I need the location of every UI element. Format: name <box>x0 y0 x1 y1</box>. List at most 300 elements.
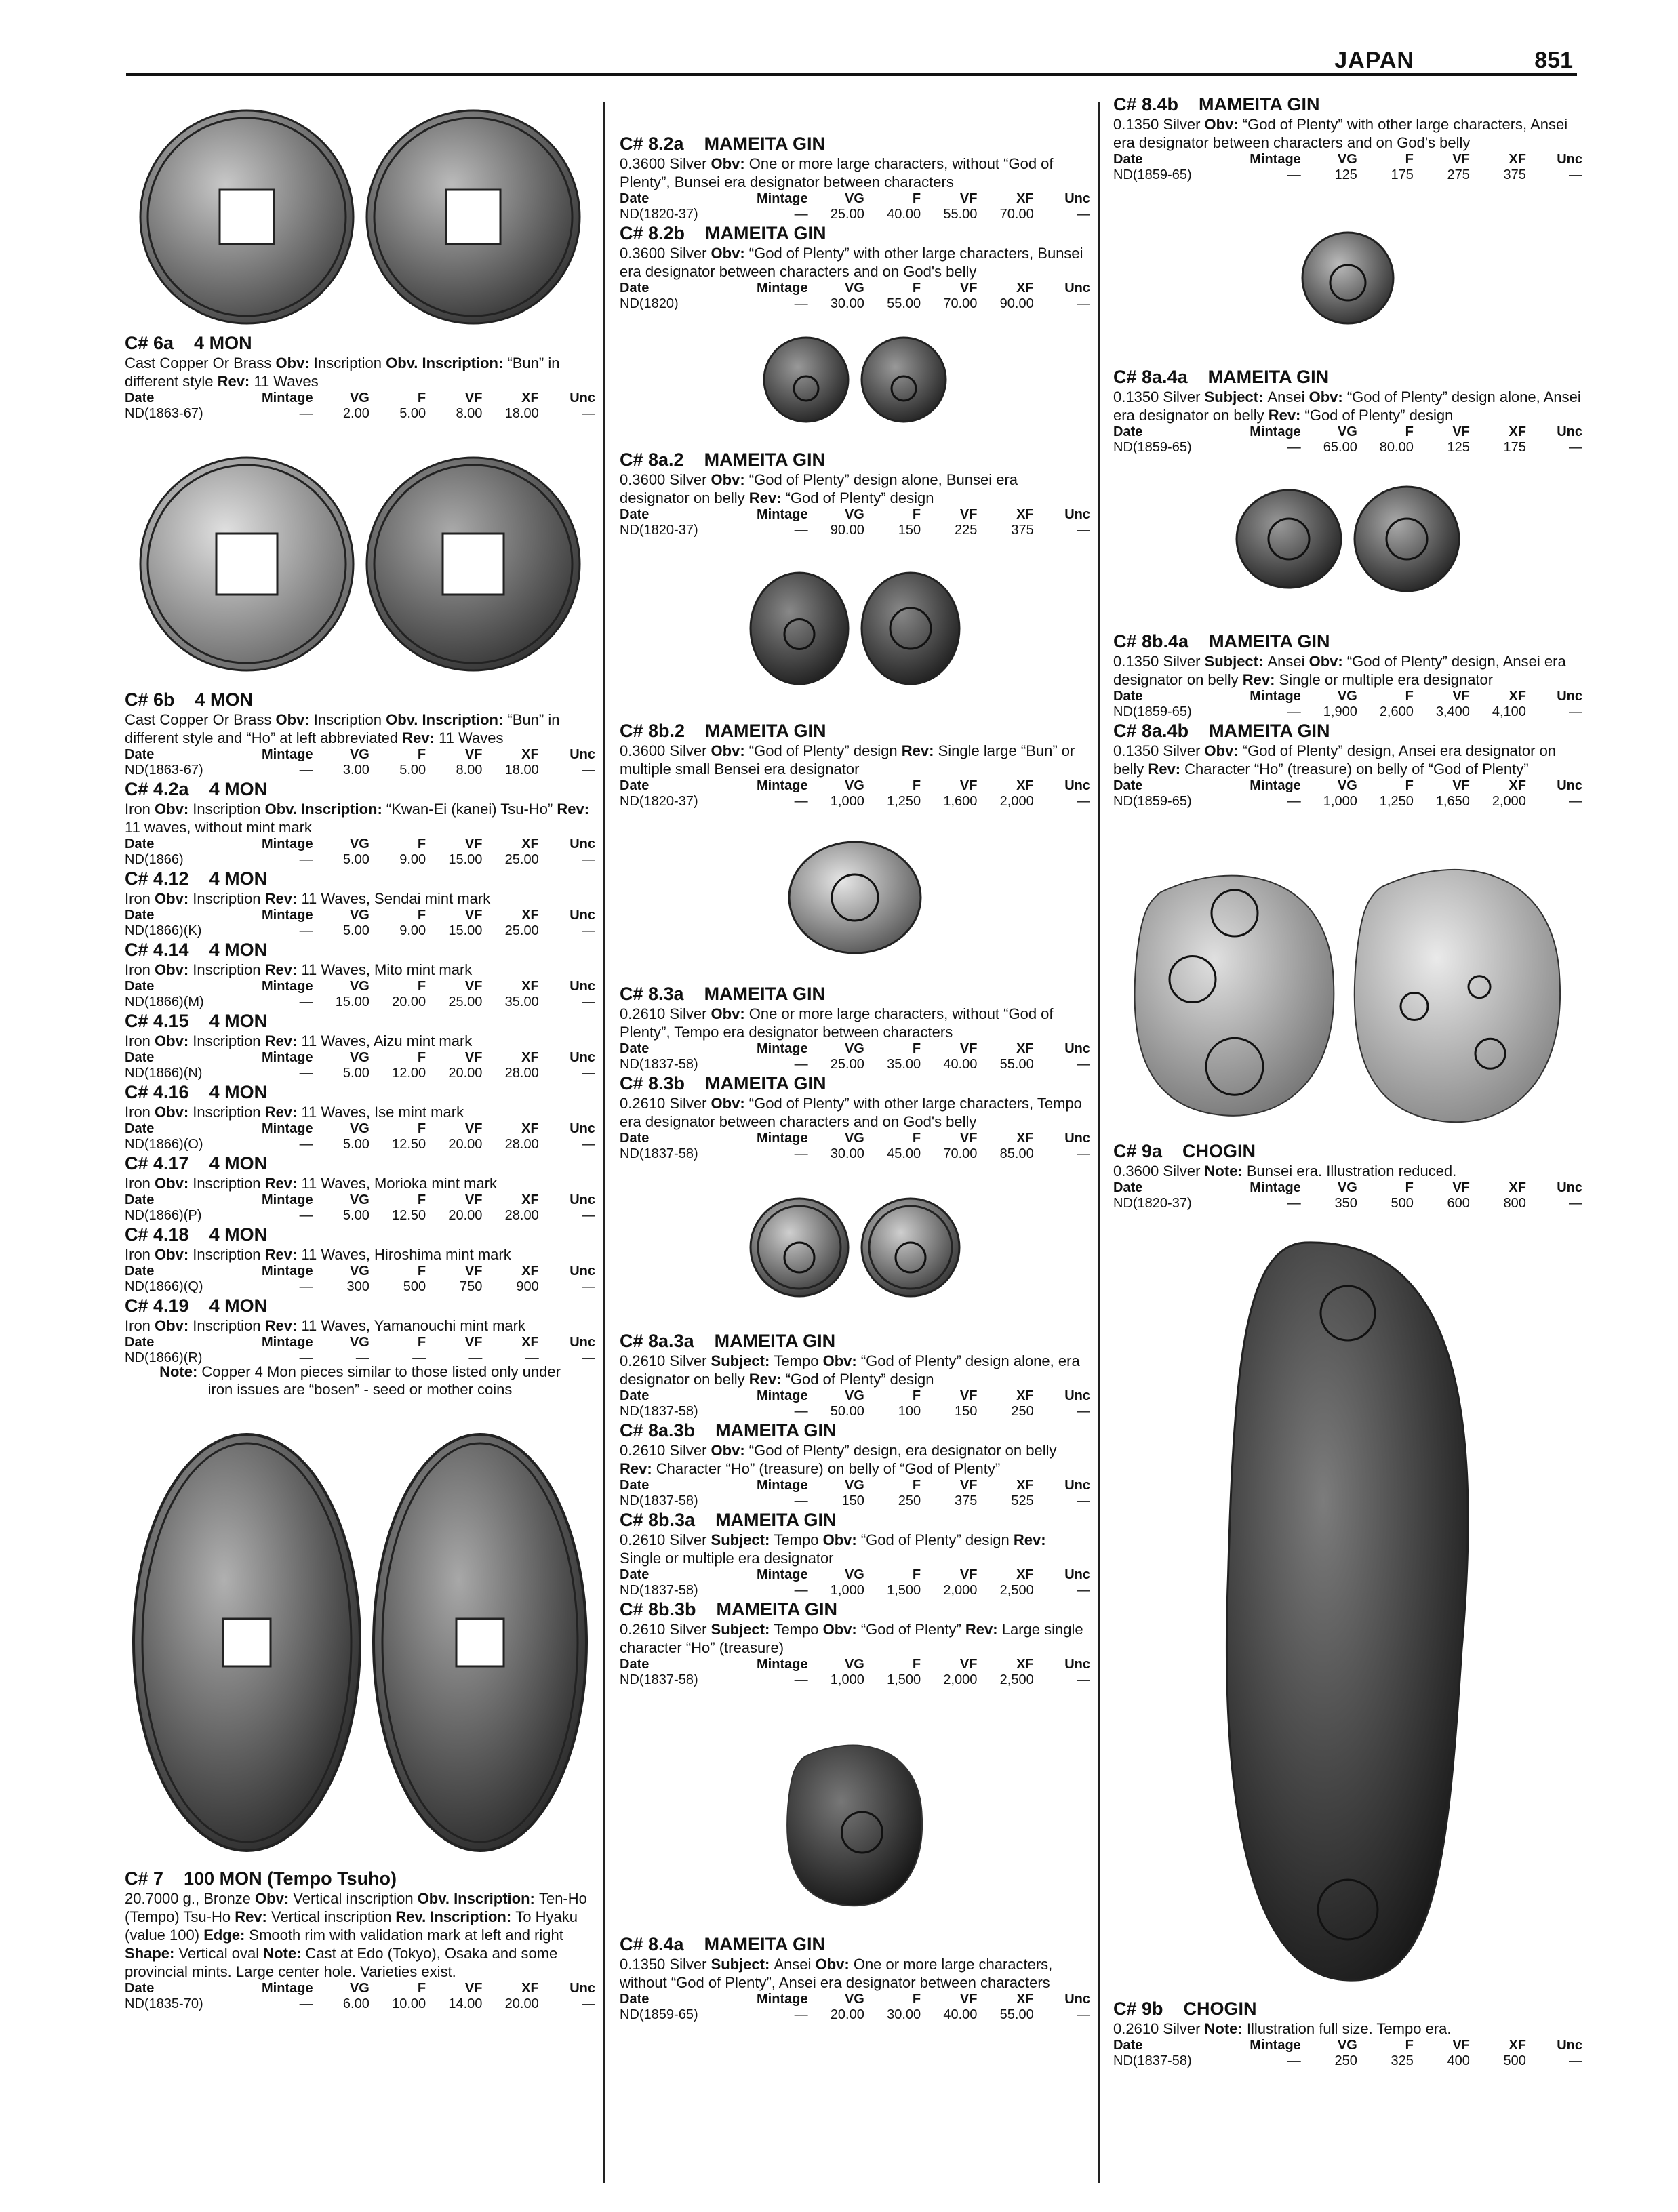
field-text: 0.2610 Silver <box>620 1095 711 1112</box>
column-header: VF <box>464 1192 483 1207</box>
column-header: XF <box>521 979 539 994</box>
table-cell: 1,600 <box>943 794 978 809</box>
field-label: Subject: <box>1204 653 1268 670</box>
field-text: 0.1350 Silver <box>1113 742 1205 759</box>
price-table <box>125 908 595 939</box>
table-cell: — <box>794 794 808 809</box>
table-cell: 6.00 <box>342 1996 369 2011</box>
column-header: VF <box>959 1992 978 2007</box>
column-header: Mintage <box>757 1478 808 1493</box>
price-table <box>1113 778 1582 809</box>
column-header: VF <box>464 1121 483 1136</box>
table-cell: ND(1820-37) <box>1113 1196 1192 1211</box>
catalog-entry <box>125 868 595 939</box>
column-header: VG <box>1337 1180 1357 1195</box>
field-label: Obv: <box>255 1890 294 1907</box>
column-header: Date <box>620 191 650 206</box>
table-cell: 1,500 <box>887 1583 921 1598</box>
table-cell: 55.00 <box>887 296 921 311</box>
table-cell: — <box>1569 794 1582 809</box>
table-cell: 20.00 <box>448 1137 483 1152</box>
table-cell: — <box>412 1350 426 1365</box>
entry-description <box>1113 115 1582 152</box>
catalog-entry <box>620 1330 1090 1420</box>
price-table <box>125 837 595 868</box>
column-header: Unc <box>570 1264 595 1279</box>
table-cell: 1,250 <box>887 794 921 809</box>
field-label: Rev: <box>1148 761 1185 778</box>
table-row <box>620 1582 1090 1598</box>
field-text: Character “Ho” (treasure) on belly of “God of Plenty” <box>656 1460 1001 1477</box>
column-header: Mintage <box>262 908 313 923</box>
column-header: F <box>417 837 426 851</box>
column-header: VG <box>844 1041 864 1056</box>
price-table <box>620 1992 1090 2023</box>
catalog-entry <box>125 1868 595 2012</box>
column-header: VG <box>844 281 864 296</box>
table-row <box>125 1136 595 1152</box>
table-cell: 2,500 <box>999 1583 1034 1598</box>
catalog-entry <box>620 1933 1090 2023</box>
table-cell: 2,000 <box>943 1583 978 1598</box>
price-table <box>620 1388 1090 1420</box>
price-table <box>1113 1180 1582 1211</box>
coin-obverse-image <box>762 336 850 424</box>
entry-description <box>125 1032 595 1050</box>
field-label: Rev: <box>235 1908 271 1925</box>
field-label: Obv: <box>822 1531 861 1548</box>
field-text: 0.3600 Silver <box>620 742 711 759</box>
column-header: VF <box>1452 778 1470 793</box>
table-cell: ND(1866)(N) <box>125 1066 203 1081</box>
table-cell: 30.00 <box>830 1146 864 1161</box>
entry-description <box>620 1441 1090 1478</box>
price-table <box>620 778 1090 809</box>
table-header-row <box>1113 424 1582 439</box>
column-header: F <box>912 1131 921 1146</box>
table-cell: — <box>794 2007 808 2022</box>
table-cell: 40.00 <box>943 2007 978 2022</box>
field-text: Vertical inscription <box>271 1908 396 1925</box>
table-cell: — <box>1287 704 1301 719</box>
table-cell: 70.00 <box>943 296 978 311</box>
price-table <box>620 1041 1090 1072</box>
field-text: Large single character “Ho” (treasure) <box>620 1621 1083 1656</box>
column-header: Unc <box>570 1121 595 1136</box>
field-label: Rev: <box>901 742 938 759</box>
entry-heading: C# 8a.4a MAMEITA GIN <box>1113 367 1330 387</box>
column-header: Unc <box>570 837 595 851</box>
table-cell: 18.00 <box>504 763 539 778</box>
column-header: Mintage <box>757 507 808 522</box>
entry-heading: C# 8b.2 MAMEITA GIN <box>620 721 826 741</box>
field-label: Obv: <box>275 711 314 728</box>
table-cell: ND(1837-58) <box>620 1404 698 1419</box>
table-cell: 25.00 <box>830 207 864 222</box>
table-header-row <box>620 778 1090 793</box>
column-header: Unc <box>570 1050 595 1065</box>
table-cell: 55.00 <box>999 1057 1034 1072</box>
table-cell: — <box>1569 167 1582 182</box>
entry-heading: C# 4.12 4 MON <box>125 868 268 889</box>
table-cell: 225 <box>955 523 978 538</box>
table-cell: 1,650 <box>1435 794 1470 809</box>
table-cell: 5.00 <box>342 923 369 938</box>
column-header: Unc <box>1064 1131 1090 1146</box>
coin-illustration <box>1113 850 1582 1135</box>
column-header: XF <box>1509 1180 1526 1195</box>
table-cell: 25.00 <box>504 923 539 938</box>
column-header: Mintage <box>1250 689 1301 704</box>
coin-illustration <box>1113 475 1582 603</box>
table-cell: — <box>1287 167 1301 182</box>
table-cell: 500 <box>1391 1196 1414 1211</box>
field-text: “God of Plenty” design alone, era designator on belly <box>620 1352 1080 1388</box>
field-text: 0.2610 Silver <box>1113 2020 1205 2037</box>
field-text: “God of Plenty” design alone, Bunsei era designator on belly <box>620 471 1018 506</box>
column-header: F <box>1405 689 1414 704</box>
column-header: Mintage <box>262 837 313 851</box>
table-row <box>125 1065 595 1081</box>
table-cell: 375 <box>955 1493 978 1508</box>
price-table <box>620 1478 1090 1509</box>
field-label: Obv: <box>1204 742 1243 759</box>
field-text: “God of Plenty” design <box>860 1531 1014 1548</box>
field-text: Inscription <box>193 1032 265 1049</box>
table-cell: — <box>582 1996 595 2011</box>
column-header: Date <box>620 1567 650 1582</box>
column-header: VF <box>959 1131 978 1146</box>
table-row <box>620 1672 1090 1688</box>
column-header: Mintage <box>757 1567 808 1582</box>
field-label: Rev: <box>264 961 302 978</box>
table-cell: 20.00 <box>504 1996 539 2011</box>
catalog-entry <box>1113 720 1582 809</box>
entry-heading: C# 4.18 4 MON <box>125 1224 268 1245</box>
coin-illustration <box>620 564 1090 693</box>
column-header: VF <box>464 908 483 923</box>
column-header: Unc <box>570 1335 595 1350</box>
table-cell: — <box>1287 794 1301 809</box>
column-header: Date <box>125 1335 155 1350</box>
table-cell: — <box>1077 523 1090 538</box>
field-text: One or more large characters, without “God of Plenty”, Tempo era designator between characters <box>620 1005 1054 1041</box>
column-header: VG <box>1337 2038 1357 2053</box>
table-cell: 9.00 <box>399 852 426 867</box>
column-header: VG <box>844 778 864 793</box>
table-header-row <box>125 747 595 762</box>
field-text: Inscription <box>193 1104 265 1121</box>
coin-obverse-image <box>748 571 850 686</box>
entry-description <box>1113 388 1582 424</box>
field-label: Rev. Inscription: <box>395 1908 516 1925</box>
table-cell: ND(1837-58) <box>1113 2053 1192 2068</box>
table-cell: 500 <box>403 1279 426 1294</box>
field-text: Iron <box>125 1104 155 1121</box>
column-header: Mintage <box>262 1264 313 1279</box>
table-header-row <box>1113 2038 1582 2053</box>
table-cell: — <box>1077 1672 1090 1687</box>
table-cell: 20.00 <box>448 1208 483 1223</box>
column-header: XF <box>1509 2038 1526 2053</box>
field-label: Subject: <box>711 1352 774 1369</box>
catalog-entry <box>1113 366 1582 456</box>
table-header-row <box>620 1992 1090 2007</box>
field-text: Iron <box>125 801 155 818</box>
field-text: “God of Plenty” design alone, Ansei era designator on belly <box>1113 388 1581 424</box>
table-cell: — <box>582 923 595 938</box>
catalog-entry <box>125 689 595 778</box>
column-header: XF <box>1016 1567 1034 1582</box>
table-cell: 600 <box>1447 1196 1470 1211</box>
table-cell: 9.00 <box>399 923 426 938</box>
field-label: Obv: <box>711 742 749 759</box>
column-header: Mintage <box>757 191 808 206</box>
field-text: Copper 4 Mon pieces similar to those listed only under iron issues are “bosen” - seed or mother coins <box>201 1363 561 1398</box>
catalog-entry <box>620 720 1090 809</box>
table-cell: — <box>1077 2007 1090 2022</box>
coin-obverse-image <box>1235 488 1343 590</box>
price-table <box>125 1192 595 1224</box>
entry-heading: C# 4.19 4 MON <box>125 1295 268 1316</box>
catalog-entry <box>620 1509 1090 1598</box>
entry-description <box>620 244 1090 281</box>
column-header: Date <box>125 908 155 923</box>
table-row <box>1113 1195 1582 1211</box>
entry-heading: C# 4.15 4 MON <box>125 1011 268 1031</box>
field-text: 11 Waves <box>439 729 504 746</box>
table-cell: — <box>1077 1583 1090 1598</box>
field-label: Obv: <box>711 471 749 488</box>
column-header: Date <box>125 747 155 762</box>
column-header: Mintage <box>757 778 808 793</box>
coin-reverse-image <box>372 1432 588 1853</box>
column-header: Date <box>125 979 155 994</box>
table-cell: 5.00 <box>399 406 426 421</box>
table-cell: — <box>582 1137 595 1152</box>
table-cell: ND(1859-65) <box>1113 704 1192 719</box>
table-cell: — <box>299 1279 313 1294</box>
field-label: Rev: <box>264 1175 302 1192</box>
table-cell: 45.00 <box>887 1146 921 1161</box>
column-header: VF <box>464 837 483 851</box>
table-cell: ND(1859-65) <box>1113 794 1192 809</box>
column-header: VF <box>959 1041 978 1056</box>
column-header: Mintage <box>262 1192 313 1207</box>
table-cell: 35.00 <box>887 1057 921 1072</box>
column-header: Date <box>620 1992 650 2007</box>
column-header: F <box>912 1992 921 2007</box>
table-cell: — <box>299 763 313 778</box>
table-cell: ND(1866)(R) <box>125 1350 203 1365</box>
field-label: Obv: <box>711 1005 749 1022</box>
catalog-entry <box>1113 1140 1582 1211</box>
column-header: XF <box>521 1121 539 1136</box>
table-row <box>1113 167 1582 183</box>
table-cell: 375 <box>1503 167 1526 182</box>
price-table <box>1113 152 1582 183</box>
field-label: Obv: <box>275 355 314 371</box>
table-cell: 400 <box>1447 2053 1470 2068</box>
entry-description <box>125 889 595 908</box>
table-cell: 2,000 <box>999 794 1034 809</box>
column-header: VG <box>349 1264 369 1279</box>
column-header: F <box>912 1657 921 1672</box>
coin-obverse-image <box>138 108 355 325</box>
table-cell: 85.00 <box>999 1146 1034 1161</box>
table-cell: — <box>299 923 313 938</box>
field-label: Rev: <box>264 1246 302 1263</box>
column-header: VG <box>349 747 369 762</box>
table-cell: — <box>1569 440 1582 455</box>
table-row <box>1113 439 1582 456</box>
column-header: VF <box>464 1050 483 1065</box>
field-label: Obv: <box>155 1317 193 1334</box>
table-cell: — <box>1077 1057 1090 1072</box>
table-row <box>620 1146 1090 1162</box>
column-header: F <box>912 281 921 296</box>
field-text: 0.1350 Silver <box>1113 653 1205 670</box>
table-cell: — <box>1569 704 1582 719</box>
catalog-entry <box>1113 94 1582 183</box>
table-cell: 1,900 <box>1323 704 1357 719</box>
column-header: VF <box>464 1981 483 1996</box>
table-cell: — <box>525 1350 539 1365</box>
field-text: Vertical oval <box>178 1945 264 1962</box>
coin-image <box>1300 230 1395 325</box>
entry-heading: C# 8a.4b MAMEITA GIN <box>1113 721 1330 741</box>
entry-heading: C# 6a 4 MON <box>125 333 252 353</box>
table-cell: ND(1837-58) <box>620 1146 698 1161</box>
coin-image <box>1205 1239 1490 1984</box>
field-text: 0.2610 Silver <box>620 1621 711 1638</box>
field-label: Obv: <box>711 1442 749 1459</box>
field-label: Rev: <box>1268 407 1305 424</box>
table-cell: — <box>582 1279 595 1294</box>
entry-description <box>620 1352 1090 1388</box>
column-header: Date <box>1113 424 1143 439</box>
entry-heading: C# 8b.3b MAMEITA GIN <box>620 1599 838 1620</box>
price-table <box>1113 2038 1582 2069</box>
column-header: Mintage <box>262 1050 313 1065</box>
catalog-entry <box>620 1072 1090 1162</box>
table-cell: — <box>299 852 313 867</box>
table-cell: 25.00 <box>504 852 539 867</box>
column-header: F <box>1405 1180 1414 1195</box>
table-cell: 150 <box>955 1404 978 1419</box>
field-text: 11 Waves, Ise mint mark <box>301 1104 464 1121</box>
field-label: Obv: <box>711 1095 749 1112</box>
table-cell: 1,000 <box>1323 794 1357 809</box>
field-label: Obv: <box>815 1956 854 1973</box>
table-header-row <box>620 191 1090 206</box>
entry-description <box>125 354 595 390</box>
table-cell: — <box>1077 1493 1090 1508</box>
entry-description <box>620 1955 1090 1992</box>
table-cell: 15.00 <box>448 852 483 867</box>
table-row <box>125 851 595 868</box>
table-cell: — <box>582 994 595 1009</box>
field-label: Note: <box>159 1363 202 1380</box>
table-cell: 90.00 <box>999 296 1034 311</box>
field-label: Rev: <box>264 1104 302 1121</box>
column-header: VG <box>349 1121 369 1136</box>
column-header: Unc <box>1064 1657 1090 1672</box>
field-text: “God of Plenty” design, Ansei era designator on belly <box>1113 742 1557 778</box>
table-cell: ND(1859-65) <box>1113 167 1192 182</box>
table-cell: 30.00 <box>830 296 864 311</box>
table-cell: — <box>1077 1404 1090 1419</box>
table-cell: 20.00 <box>830 2007 864 2022</box>
column-header: Unc <box>1064 281 1090 296</box>
field-text: Inscription <box>313 355 386 371</box>
field-text: Inscription <box>193 961 265 978</box>
field-label: Obv: <box>711 245 749 262</box>
entry-heading: C# 8a.2 MAMEITA GIN <box>620 449 826 470</box>
column-header: XF <box>1016 1657 1034 1672</box>
entry-description <box>620 1005 1090 1041</box>
field-text: 11 Waves, Hiroshima mint mark <box>301 1246 511 1263</box>
table-cell: 25.00 <box>448 994 483 1009</box>
column-header: F <box>417 979 426 994</box>
table-cell: — <box>1569 2053 1582 2068</box>
table-cell: 55.00 <box>999 2007 1034 2022</box>
table-cell: 15.00 <box>448 923 483 938</box>
table-cell: ND(1837-58) <box>620 1493 698 1508</box>
table-cell: — <box>582 1350 595 1365</box>
column-header: F <box>417 1050 426 1065</box>
column-header: XF <box>521 1335 539 1350</box>
entry-heading: C# 4.16 4 MON <box>125 1082 268 1102</box>
table-cell: ND(1866)(P) <box>125 1208 202 1223</box>
column-header: VG <box>844 507 864 522</box>
field-text: Single or multiple era designator <box>1279 671 1494 688</box>
field-label: Obv: <box>155 961 193 978</box>
price-table <box>1113 689 1582 720</box>
field-text: Iron <box>125 890 155 907</box>
table-cell: ND(1859-65) <box>620 2007 698 2022</box>
table-cell: 125 <box>1447 440 1470 455</box>
table-header-row <box>620 1567 1090 1582</box>
left-column <box>125 108 595 2012</box>
column-header: Mintage <box>1250 778 1301 793</box>
column-header: Unc <box>1557 152 1582 167</box>
column-header: Date <box>620 1041 650 1056</box>
column-header: VG <box>349 390 369 405</box>
price-table <box>1113 424 1582 456</box>
table-header-row <box>620 1131 1090 1146</box>
table-cell: 18.00 <box>504 406 539 421</box>
entry-description <box>125 961 595 979</box>
table-cell: — <box>582 852 595 867</box>
field-label: Obv: <box>822 1621 861 1638</box>
field-text: Cast Copper Or Brass <box>125 711 276 728</box>
price-table <box>620 191 1090 222</box>
column-header: Date <box>620 1478 650 1493</box>
column-header: Unc <box>1557 1180 1582 1195</box>
field-label: Rev: <box>217 373 254 390</box>
table-cell: 250 <box>1334 2053 1357 2068</box>
table-cell: 20.00 <box>448 1066 483 1081</box>
column-header: XF <box>521 837 539 851</box>
column-header: Date <box>620 1657 650 1672</box>
catalog-entry <box>1113 630 1582 720</box>
table-cell: 8.00 <box>456 763 483 778</box>
table-cell: ND(1835-70) <box>125 1996 203 2011</box>
field-text: One or more large characters, without “God of Plenty”, Bunsei era designator between characters <box>620 155 1054 190</box>
column-header: Date <box>125 1050 155 1065</box>
table-header-row <box>125 1192 595 1207</box>
